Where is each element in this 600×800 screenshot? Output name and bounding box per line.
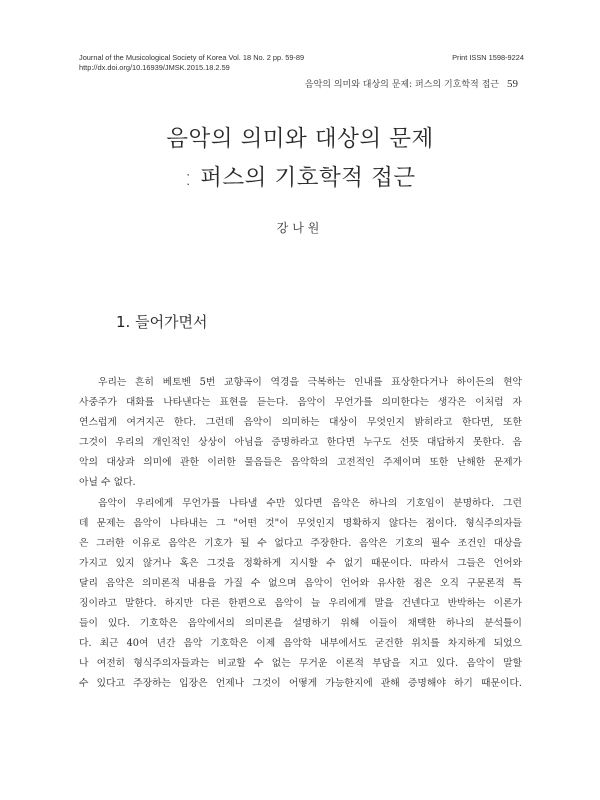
paragraph-line: 음악이 우리에게 무언가를 나타낼 수만 있다면 음악은 하나의 기호임이 분명하다. 그런: [98, 497, 522, 509]
paragraph-line: 달리 음악은 의미론적 내용을 가질 수 없으며 음악이 언어와 유사한 점은 오직 구문론적 특: [79, 577, 522, 589]
paragraph-line: 우리는 흔히 베토벤 5번 교향곡이 역경을 극복하는 인내를 표상한다거나 하이든의 현악: [98, 377, 522, 388]
paragraph-line: 데 문제는 음악이 나타내는 그 "어떤 것"이 무엇인지 명확하지 않다는 점이다. 형식주의자들: [79, 517, 522, 529]
issn-label: Print ISSN 1598-9224: [452, 53, 524, 62]
paragraph-line: 은 그러한 이유로 음악은 기호가 될 수 없다고 주장한다. 음악은 기호의 필수 조건인 대상을: [79, 537, 522, 549]
page-number: 59: [507, 78, 518, 90]
paragraph-line: 사중주가 대화를 나타낸다는 표현을 듣는다. 음악이 무언가를 의미한다는 생각은 이처럼 자: [79, 397, 522, 409]
paragraph-line: 징이라고 말한다. 하지만 다른 한편으로 음악이 늘 우리에게 말을 건넨다고 반박하는 이론가: [79, 598, 522, 610]
author-name: 강나원: [276, 221, 324, 235]
paragraph-line: 수 있다고 주장하는 입장은 언제나 그것이 어떻게 가능한지에 관해 증명해야 하기 때문이다.: [79, 678, 522, 690]
running-title: 음악의 의미와 대상의 문제: 퍼스의 기호학적 접근: [304, 80, 499, 90]
paragraph-line: 다. 최근 40여 년간 음악 기호학은 이제 음악학 내부에서도 굳건한 위치를 차지하게 되었으: [79, 638, 522, 650]
body-text: [79, 373, 522, 695]
running-head: [305, 77, 518, 90]
paragraph-line: 악의 대상과 의미에 관한 이러한 물음들은 음악학의 고전적인 주제이며 또한 난해한 문제가: [79, 457, 522, 469]
section-heading: 1. 들어가면서: [116, 313, 208, 331]
paragraph-line: 아닐 수 없다.: [79, 477, 136, 489]
article-title-line-2: : 퍼스의 기호학적 접근: [184, 165, 416, 191]
paragraph-line: 들이 있다. 기호학은 음악에서의 의미론을 설명하기 위해 이들이 채택한 하나의 분석틀이: [79, 618, 522, 630]
paragraph-line: 그것이 우리의 개인적인 상상이 아님을 증명하라고 한다면 누구도 선뜻 대답하지 못한다. 음: [79, 437, 522, 449]
journal-citation: [79, 53, 304, 73]
journal-citation-line: Journal of the Musicological Society of Korea Vol. 18 No. 2 pp. 59-89: [79, 53, 305, 62]
article-title-line-1: 음악의 의미와 대상의 문제: [166, 126, 434, 152]
paragraph-line: 연스럽게 여겨지곤 한다. 그런데 음악이 의미하는 대상이 무엇인지 밝히라고 한다면, 또한: [79, 417, 522, 429]
doi-link[interactable]: http://dx.doi.org/10.16939/JMSK.2015.18.2.59: [79, 63, 230, 72]
paragraph-line: 나 여전히 형식주의자들과는 비교할 수 없는 무거운 이론적 부담을 지고 있다. 음악이 말할: [79, 658, 522, 670]
paragraph-line: 가지고 있지 않거나 혹은 그것을 정확하게 지시할 수 없기 때문이다. 따라서 그들은 언어와: [79, 557, 522, 569]
